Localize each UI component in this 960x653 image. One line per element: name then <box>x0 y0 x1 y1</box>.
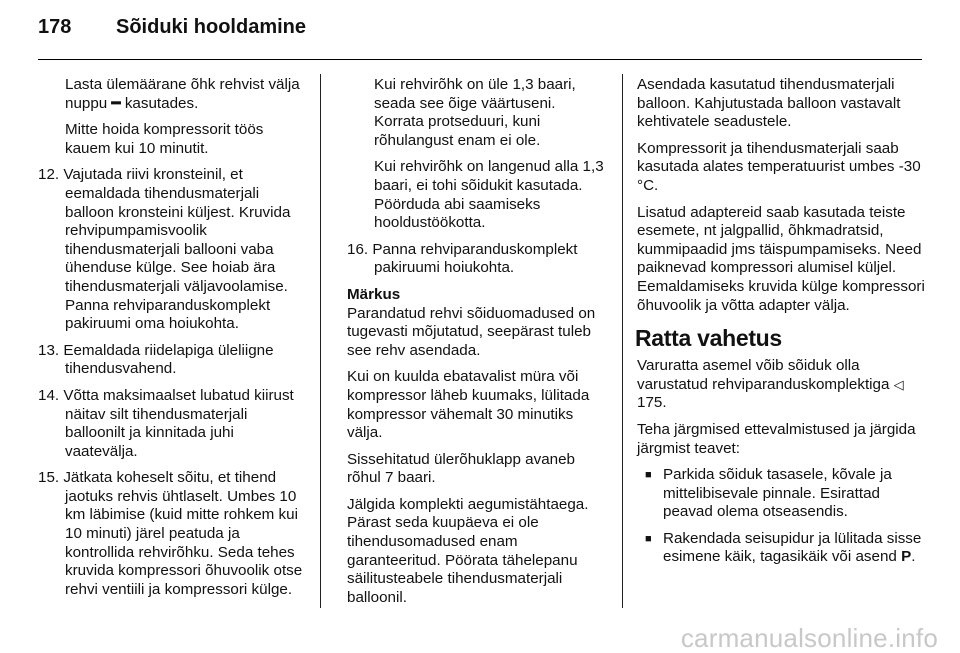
note-paragraph: Parandatud rehvi sõiduomadused on tugevasti mõjutatud, seepärast tuleb see rehv asendada. <box>347 304 596 359</box>
column-3 <box>637 76 930 575</box>
note-paragraph: Jälgida komplekti aegumistähtaega. Pärast seda kuupäeva ei ole tihendusomadused enam garanteeritud. Pöörata tähelepanu säilitusteabele tihendusmaterjali balloonil. <box>347 495 589 606</box>
note-block <box>347 286 609 608</box>
paragraph: Lisatud adaptereid saab kasutada teiste esemete, nt jalgpallid, õhkmadratsid, kummipaadid jms täispumpamiseks. Need paiknevad kompressori alumisel küljel. Eemaldamiseks kruvida külge kompressori õhuvoolik ja võtta adapter välja. <box>637 203 925 314</box>
paragraph: Varuratta asemel võib sõiduk olla varustatud rehviparanduskomplektiga ◁ 175. <box>637 357 904 412</box>
paragraph: Mitte hoida kompressorit töös kauem kui 10 minutit. <box>65 121 264 157</box>
list-item: 12. Vajutada riivi kronsteinil, et eemaldada tihendusmaterjali balloon kronsteini küljest. Kruvida rehvipumpamisvoolik tihendusmaterjali ballooni vaba ühenduse külge. See hoiab ära tihendusmaterjali väljavoolamise. Panna rehviparanduskomplekt pakiruumi oma hoiukohta. <box>38 166 291 333</box>
paragraph: Asendada kasutatud tihendusmaterjali balloon. Kahjutustada balloon vastavalt kehtivatele seadustele. <box>637 76 901 131</box>
paragraph: Kompressorit ja tihendusmaterjali saab kasutada alates temperatuurist umbes -30 °C. <box>637 139 921 194</box>
watermark: carmanualsonline.info <box>680 623 938 653</box>
note-paragraph: Sissehitatud ülerõhuklapp avaneb rõhul 7 baari. <box>347 450 575 487</box>
minus-button-icon: ━ <box>111 94 121 112</box>
page-reference-arrow-icon: ◁ <box>893 376 904 392</box>
paragraph: Teha järgmised ettevalmistused ja järgida järgmist teavet: <box>637 420 916 457</box>
paragraph: Kui rehvirõhk on langenud alla 1,3 baari, ei tohi sõidukit kasutada. Pöörduda abi saamiseks hooldustöökotta. <box>374 158 604 232</box>
note-title: Märkus <box>347 285 401 303</box>
column-divider-2 <box>622 74 623 608</box>
list-item: 13. Eemaldada riidelapiga üleliigne tihendusvahend. <box>38 341 274 378</box>
page-title: Sõiduki hooldamine <box>116 16 307 38</box>
note-paragraph: Kui on kuulda ebatavalist müra või kompressor läheb kuumaks, lülitada kompressor vähemalt 30 minutiks välja. <box>347 368 590 442</box>
column-divider-1 <box>320 74 321 608</box>
gear-position-p: P <box>901 548 912 566</box>
paragraph: Kui rehvirõhk on üle 1,3 baari, seada see õige väärtuseni. Korrata protseduuri, kuni rõhulangust enam ei ole. <box>374 76 576 149</box>
page-reference-link[interactable]: 175. <box>637 394 667 412</box>
bullet-item: ■ Parkida sõiduk tasasele, kõvale ja mittelibisevale pinnale. Esirattad peavad olema otseasendis. <box>637 466 930 522</box>
bullet-item: ■ Rakendada seisupidur ja lülitada sisse esimene käik, tagasikäik või asend P. <box>637 530 930 567</box>
column-2 <box>347 76 609 615</box>
list-item: 16. Panna rehviparanduskomplekt pakiruumi hoiukohta. <box>347 240 578 277</box>
list-item: 15. Jätkata koheselt sõitu, et tihend jaotuks rehvis ühtlaselt. Umbes 10 km läbimise (kuid mitte rohkem kui 10 minuti) järel peatuda ja kontrollida rehvirõhku. Seda tehes kruvida kompressori õhuvoolik otse rehvi ventiili ja kompressori külge. <box>38 469 303 598</box>
paragraph: Lasta ülemäärane õhk rehvist välja nuppu ━ kasutades. <box>65 76 300 112</box>
page-number: 178 <box>38 16 72 38</box>
header-divider <box>38 59 922 60</box>
section-heading: Ratta vahetus <box>635 325 782 352</box>
column-1 <box>38 76 306 607</box>
page-header <box>0 0 960 62</box>
list-item: 14. Võtta maksimaalset lubatud kiirust näitav silt tihendusmaterjali balloonilt ja kinnitada juhi vaatevälja. <box>38 386 294 460</box>
